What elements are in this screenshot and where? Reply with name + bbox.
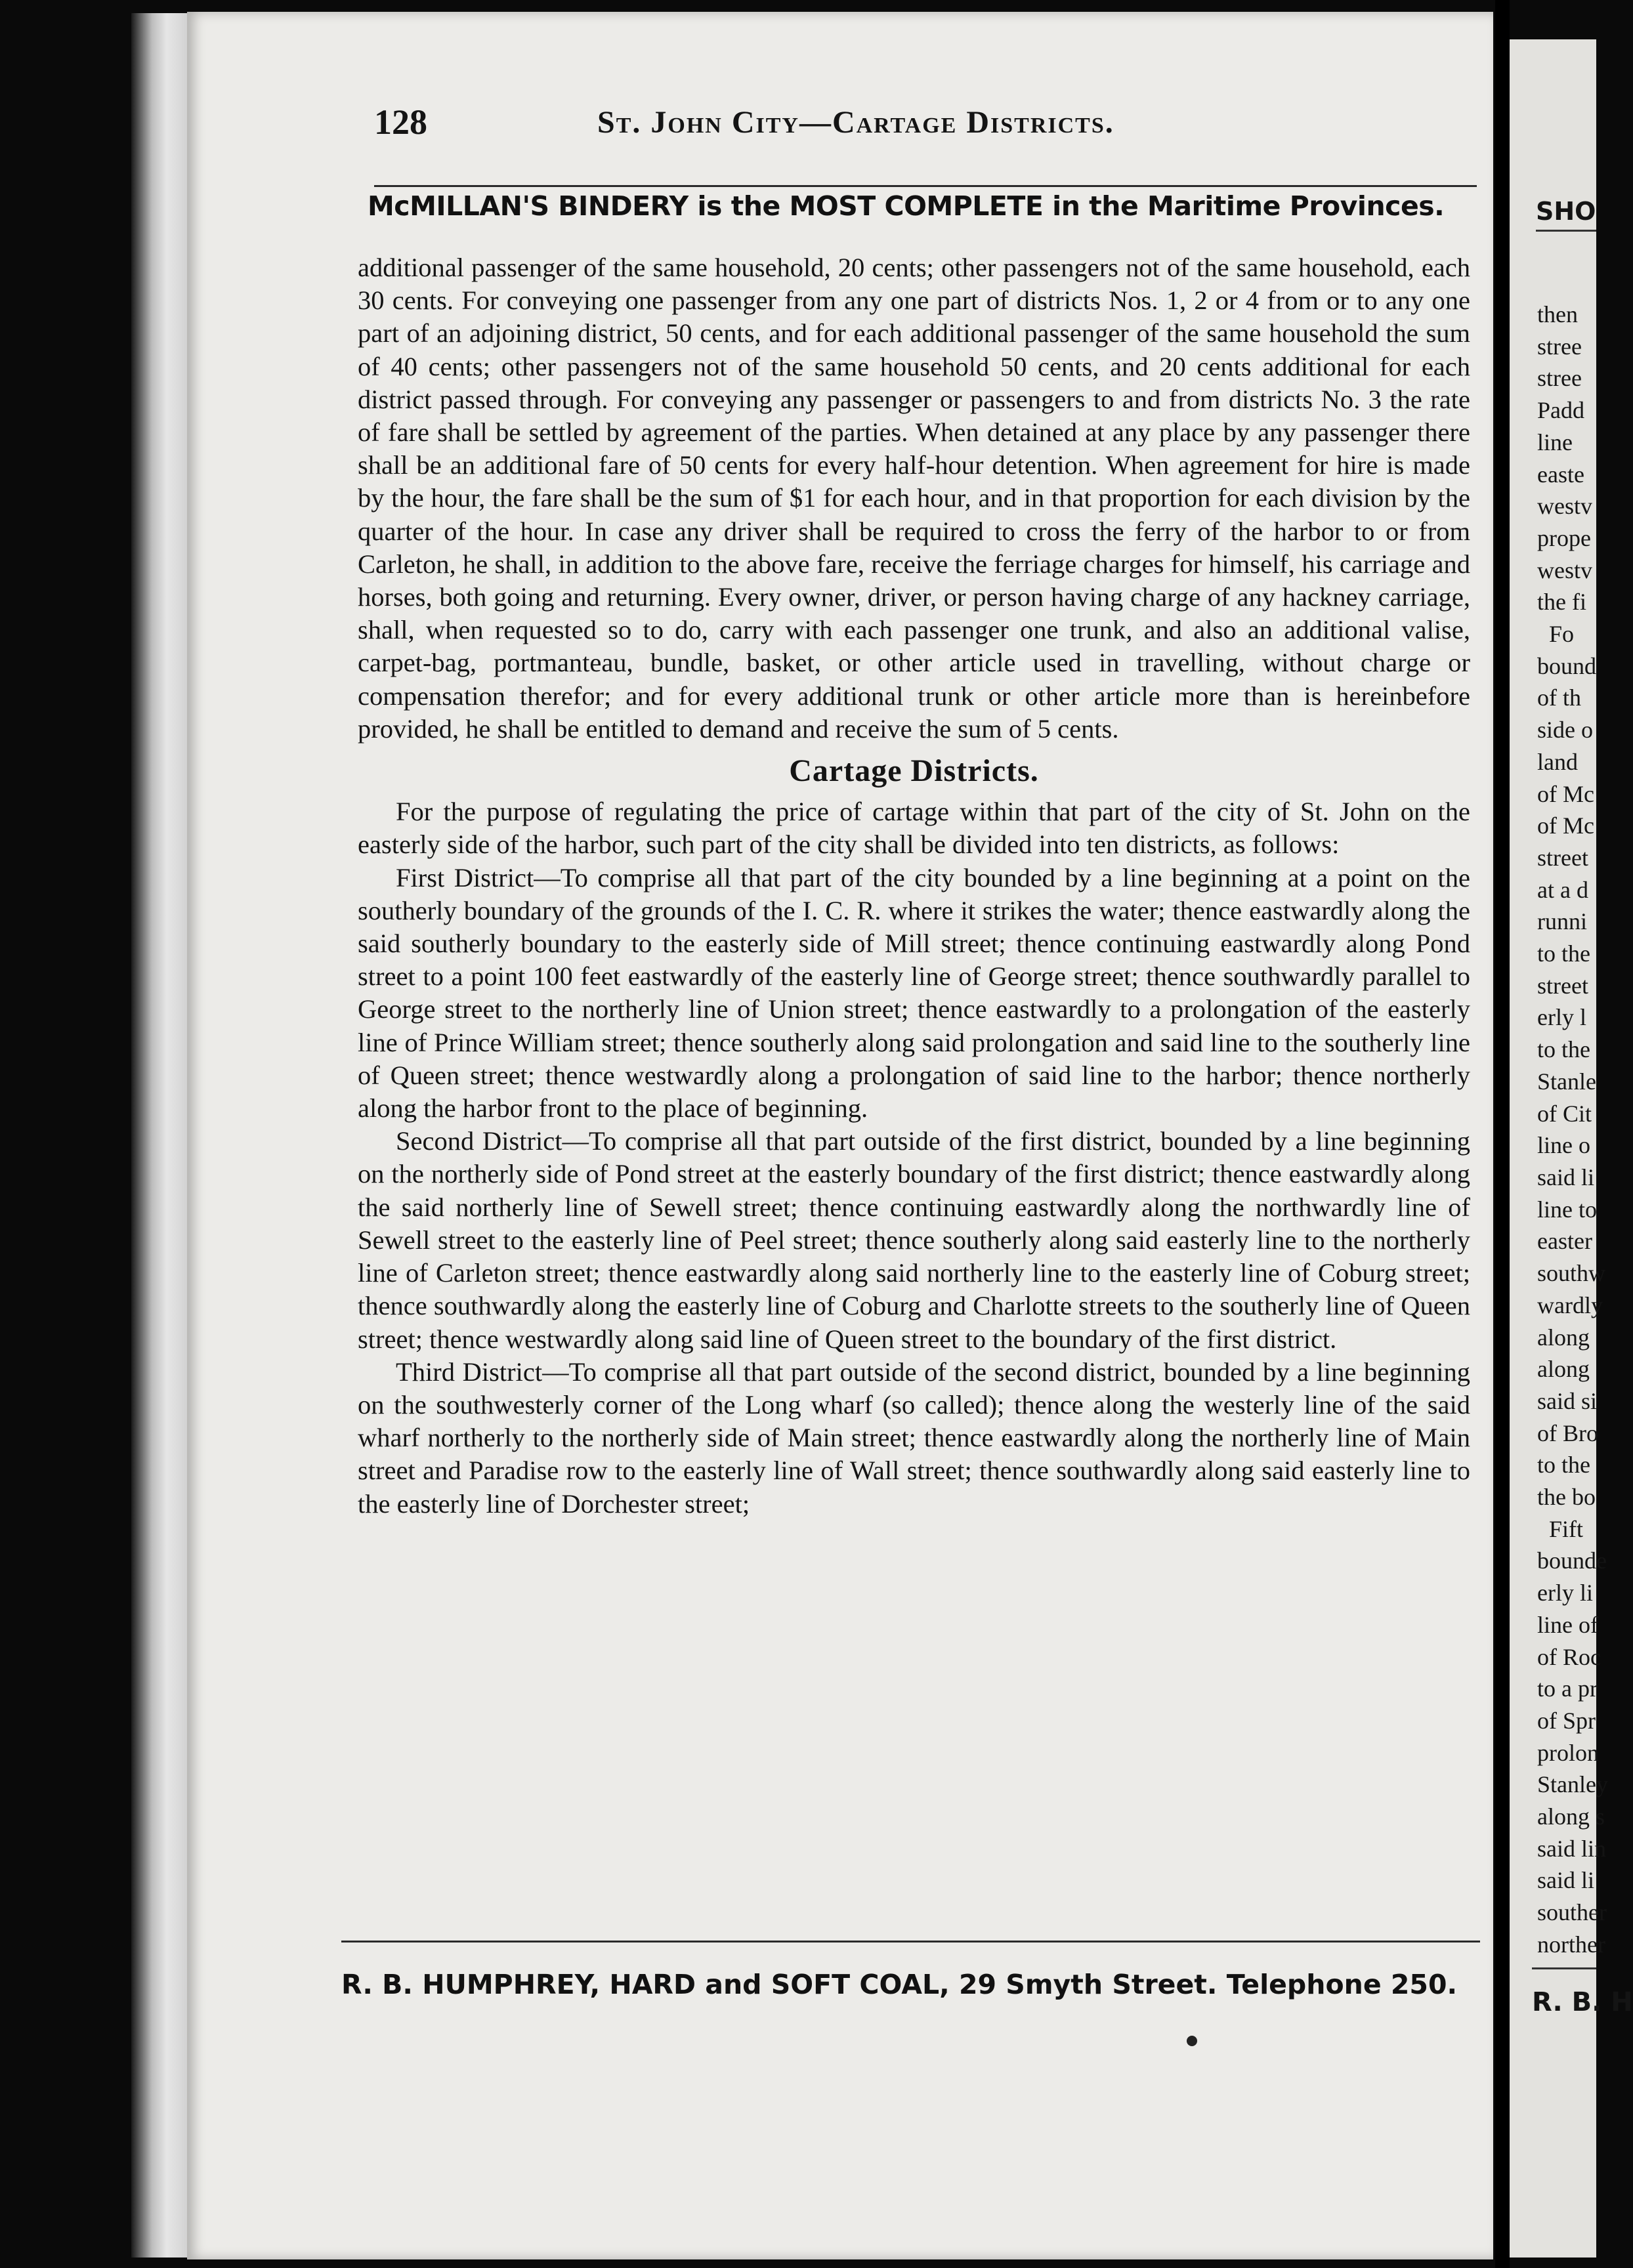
- footer-rule: [341, 1941, 1480, 1942]
- adjacent-page-banner: SHO: [1536, 197, 1596, 226]
- adjacent-page-footer-rule: [1532, 1967, 1596, 1969]
- advertisement-banner-top: McMILLAN'S BINDERY is the MOST COMPLETE in the Maritime Provinces.: [368, 190, 1445, 222]
- advertisement-banner-bottom: R. B. HUMPHREY, HARD and SOFT COAL, 29 Smyth Street. Telephone 250.: [341, 1969, 1458, 2000]
- book-page-edge: [131, 13, 190, 2258]
- paragraph-intro: For the purpose of regulating the price of cartage within that part of the city of St. John on the easterly side of the harbor, such part of the city shall be divided into ten districts, as follows:: [358, 797, 1470, 860]
- page-number: 128: [374, 102, 427, 142]
- body-text: [358, 251, 1470, 1521]
- running-title: St. John City—Cartage Districts.: [597, 105, 1114, 140]
- adjacent-page-footer: R. B. H: [1532, 1987, 1633, 2017]
- paragraph-continuation: additional passenger of the same household, 20 cents; other passengers not of the same household, each 30 cents. For conveying one passenger from any one part of districts Nos. 1, 2 or 4 from or to any one part of an adjoining district, 50 cents, and for each additional passenger of the same household the sum of 40 cents; other passengers not of the same household 50 cents, and 20 cents additional for each district passed through. For conveying any passenger or passengers to and from districts No. 3 the rate of fare shall be settled by agreement of the parties. When detained at any place by any passenger there shall be an additional fare of 50 cents for every half-hour detention. When agreement for hire is made by the hour, the fare shall be the sum of $1 for each hour, and in that proportion for each division by the quarter of the hour. In case any driver shall be required to cross the ferry of the harbor to or from Carleton, he shall, in addition to the above fare, receive the ferriage charges for himself, his carriage and horses, both going and returning. Every owner, driver, or person having charge of any hackney carriage, shall, when requested so to do, carry with each passenger one trunk, and also an additional valise, carpet-bag, portmanteau, bundle, basket, or other article used in travelling, without charge or compensation therefor; and for every additional trunk or other article more than is hereinbefore provided, he shall be entitled to demand and receive the sum of 5 cents.: [358, 253, 1470, 744]
- paragraph-first-district: First District—To comprise all that part of the city bounded by a line beginning at a point on the southerly boundary of the grounds of the I. C. R. where it strikes the water; thence eastwardly along the said southerly boundary to the easterly side of Mill street; thence continuing eastwardly along Pond street to a point 100 feet eastwardly of the easterly line of George street; thence southwardly parallel to George street to the northerly line of Union street; thence eastwardly to a prolongation of the easterly line of Prince William street; thence southerly along said prolongation and said line to the southerly line of Queen street; thence westwardly along a prolongation of said line to the harbor; thence northerly along the harbor front to the place of beginning.: [358, 862, 1470, 1124]
- adjacent-page-fragment: [1510, 39, 1633, 2258]
- paragraph-third-district: Third District—To comprise all that part outside of the second district, bounded by a line beginning on the southwesterly corner of the Long wharf (so called); thence along the westerly line of the said wharf northerly to the northerly side of Main street; thence eastwardly along the northerly line of Main street and Paradise row to the easterly line of Wall street; thence southwardly along said easterly line to the easterly line of Dorchester street;: [358, 1356, 1470, 1519]
- book-gutter: [1495, 0, 1510, 2268]
- section-heading: Cartage Districts.: [789, 753, 1039, 789]
- ink-speck: [1187, 2036, 1197, 2046]
- running-head: [374, 89, 1490, 154]
- adjacent-page-rule: [1536, 230, 1596, 232]
- paragraph-second-district: Second District—To comprise all that part outside of the first district, bounded by a line beginning on the northerly side of Pond street at the easterly boundary of the first district; thence eastwardly along the said northerly line of Sewell street; thence continuing eastwardly along the northwardly line of Sewell street to the easterly line of Peel street; thence southerly along said easterly line to the northerly line of Carleton street; thence eastwardly along said northerly line to the easterly line of Coburg street; thence southwardly along the easterly line of Coburg and Charlotte streets to the southerly line of Queen street; thence westwardly along said line of Queen street to the boundary of the first district.: [358, 1126, 1470, 1354]
- adjacent-page-text: then stree stree Padd line easte westv prope westv the fi Fo bound of th side o land of Mc of Mc street at a d runni to the street erly l to the Stanle of Cit line o said li line to easter southw wardly along along said si of Bro to the the bo Fift bounde erly li line of of Roc to a pr of Spr prolon Stanley along s said lin said li souther norther: [1537, 301, 1608, 1958]
- header-rule: [374, 185, 1477, 187]
